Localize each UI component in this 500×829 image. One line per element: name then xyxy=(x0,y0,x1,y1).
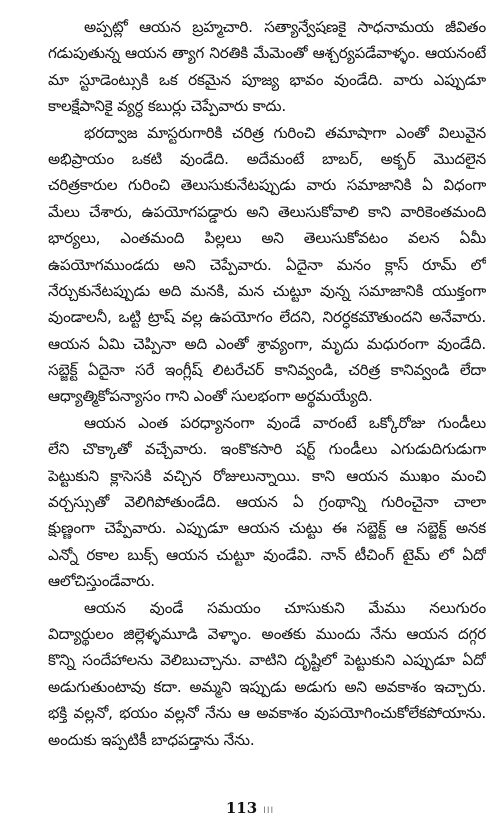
text-line: నేర్చుకునేటప్పుడు అది మనకి, మన చుట్టూ వున్న సమాజానికి యుక్తంగా xyxy=(48,281,486,300)
paragraph-2 xyxy=(48,120,486,410)
text-line: క్షుణ్ణంగా చెప్పేవారు. ఎప్పుడూ ఆయన చుట్టు ఈ సబ్జెక్ట్ ఆ సబ్జెక్ట్ అనక xyxy=(48,519,486,538)
page-number: 113 xyxy=(225,799,258,817)
text-line: ఆయన వుండే సమయం చూసుకుని మేము నలుగురం xyxy=(84,598,486,617)
text-line: విద్యార్థులం జిల్లెళ్ళమూడి వెళ్ళాం. అంతకు ముందు నేను ఆయన దగ్గర xyxy=(48,624,486,643)
text-line: మా స్టూడెంట్సుకి ఒక రకమైన పూజ్య భావం వుండేది. వారు ఎప్పుడూ xyxy=(48,70,486,89)
page-footer xyxy=(0,799,500,817)
text-line: భార్యలు, ఎంతమంది పిల్లలు అని తెలుసుకోవటం వలన ఏమీ xyxy=(48,229,486,248)
paragraph-1 xyxy=(48,14,486,120)
text-line: ఆలోచిస్తుండేవారు. xyxy=(48,572,155,591)
text-line: ఉపయోగముండదు అని చెప్పేవారు. ఏదైనా మనం క్లాస్ రూమ్ లో xyxy=(48,255,486,274)
text-line: లేని చొక్కాతో వచ్చేవారు. ఇంకొకసారి షర్ట్ గుండీలు ఎగుడుదిగుడుగా xyxy=(48,440,486,459)
text-line: మేలు చేశారు, ఉపయోగపడ్డారు అని తెలుసుకోవాలి కాని వారికెంతమంది xyxy=(48,202,486,221)
text-line: గడుపుతున్న ఆయన త్యాగ నిరతికి మేమెంతో ఆశ్చర్యపడేవాళ్ళం. ఆయనంటే xyxy=(48,44,486,63)
text-line: ఆధ్యాత్మికోపన్యాసం గాని ఎంతో సులభంగా అర్థమయ్యేది. xyxy=(48,387,373,406)
text-line: కాలక్షేపానికై వ్యర్ధ కబుర్లు చెప్పేవారు కాదు. xyxy=(48,97,286,116)
paragraph-4 xyxy=(48,595,486,753)
text-line: కొన్ని సందేహాలను వెలిబుచ్చాను. వాటిని దృష్టిలో పెట్టుకుని ఎప్పుడూ ఏదో xyxy=(48,651,486,670)
text-line: ఆయన ఏమి చెప్పినా అది ఎంతో శ్రావ్యంగా, మృదు మధురంగా వుండేది. xyxy=(48,334,486,353)
text-line: అడుగుతుంటావు కదా. అమ్మని ఇప్పుడు అడుగు అని అవకాశం ఇచ్చారు. xyxy=(48,677,486,696)
text-line: వుండాలనీ, ఒట్టి ట్రాష్ వల్ల ఉపయోగం లేదని, నిరర్ధకమౌతుందని అనేవారు. xyxy=(48,308,486,327)
text-line: భక్తి వల్లనో, భయం వల్లనో నేను ఆ అవకాశం వుపయోగించుకోలేకపోయాను. xyxy=(48,704,486,723)
text-line: ఆయన ఎంత పరధ్యానంగా వుండే వారంటే ఒక్కోరోజు గుండీలు xyxy=(84,413,486,432)
text-line: అభిప్రాయం ఒకటి వుండేది. అదేమంటే బాబర్, అక్బర్ మొదలైన xyxy=(48,149,486,168)
text-line: భరద్వాజ మాస్టరుగారికి చరిత్ర గురించి తమాషాగా ఎంతో విలువైన xyxy=(84,123,486,142)
document-body xyxy=(48,14,486,753)
paragraph-3 xyxy=(48,410,486,595)
text-line: చరిత్రకారుల గురించి తెలుసుకునేటప్పుడు వారు సమాజానికి ఏ విధంగా xyxy=(48,176,486,195)
text-line: వర్చస్సుతో వెలిగిపోతుండేది. ఆయన ఏ గ్రంథాన్ని గురించైనా చాలా xyxy=(48,493,486,512)
text-line: పెట్టుకుని క్లాసెసకి వచ్చిన రోజులున్నాయి. కాని ఆయన ముఖం మంచి xyxy=(48,466,486,485)
text-line: ఎన్నో రకాల బుక్స్ ఆయన చుట్టూ వుండేవి. నాన్ టీచింగ్ టైమ్ లో ఏదో xyxy=(48,545,486,564)
text-line: అప్పట్లో ఆయన బ్రహ్మచారి. సత్యాన్వేషణకై సాధనామయ జీవితం xyxy=(84,18,486,36)
footer-mark: III xyxy=(263,806,275,816)
text-line: సబ్జెక్ట్ ఏదైనా సరే ఇంగ్లీష్ లిటరేచర్ కానివ్వండి, చరిత్ర కానివ్వండి లేదా xyxy=(48,361,486,380)
text-line: అందుకు ఇప్పటికీ బాధపడ్తాను నేను. xyxy=(48,730,255,749)
